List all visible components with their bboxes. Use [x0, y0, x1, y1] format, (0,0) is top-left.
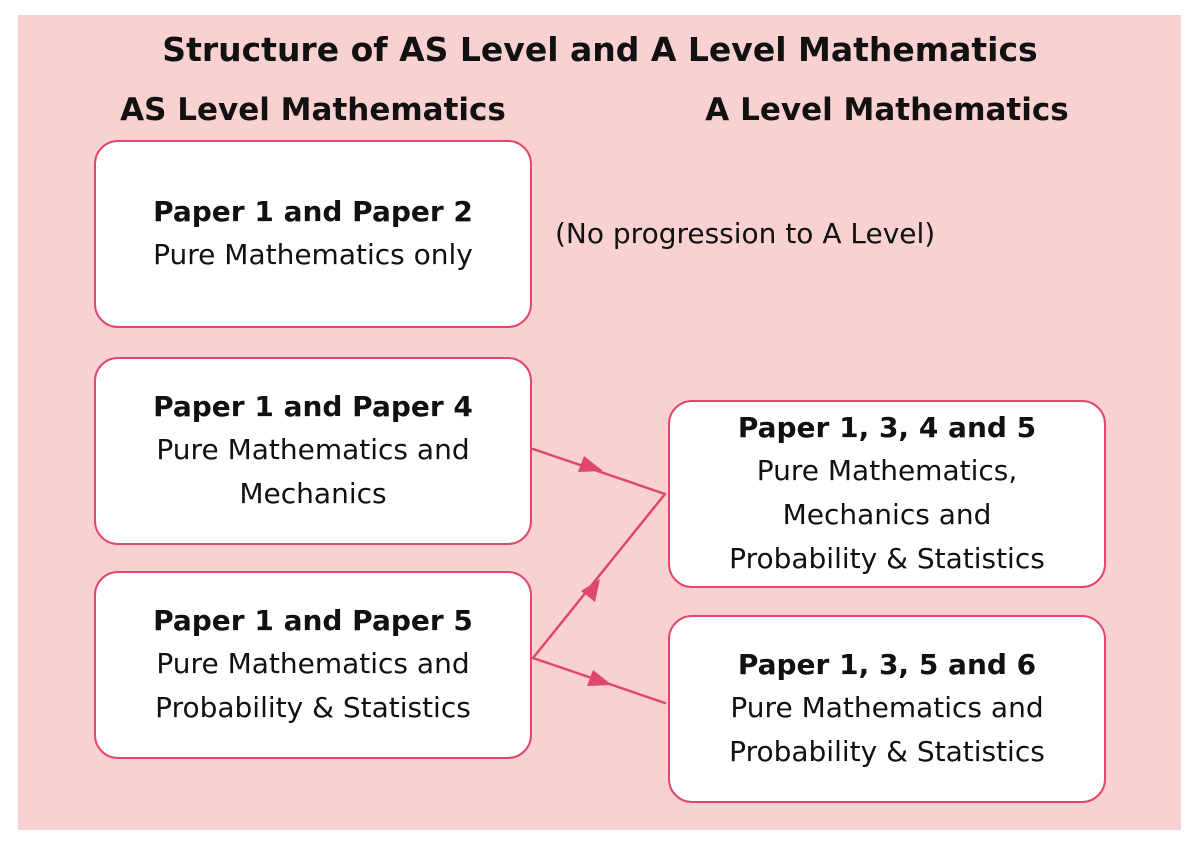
box-description: Pure Mathematics and Mechanics [156, 433, 470, 510]
box-description: Pure Mathematics and Probability & Statistics [155, 647, 471, 724]
a-box-paper-1-3-4-5 [668, 400, 1106, 588]
as-box-paper-1-4 [94, 357, 532, 545]
box-description: Pure Mathematics, Mechanics and Probability & Statistics [729, 454, 1045, 575]
a-level-heading: A Level Mathematics [705, 92, 1069, 128]
box-heading: Paper 1 and Paper 5 [153, 604, 473, 637]
box-heading: Paper 1, 3, 4 and 5 [737, 411, 1037, 444]
box-heading: Paper 1 and Paper 4 [153, 390, 473, 423]
no-progression-note: (No progression to A Level) [555, 217, 936, 250]
box-description: Pure Mathematics and Probability & Statistics [729, 691, 1045, 768]
as-box-paper-1-5 [94, 571, 532, 759]
box-heading: Paper 1, 3, 5 and 6 [737, 648, 1037, 681]
as-level-heading: AS Level Mathematics [120, 92, 506, 128]
box-heading: Paper 1 and Paper 2 [153, 195, 473, 228]
diagram-title: Structure of AS Level and A Level Mathematics [162, 30, 1038, 69]
as-box-paper-1-2 [94, 140, 532, 328]
box-description: Pure Mathematics only [153, 238, 473, 271]
a-box-paper-1-3-5-6 [668, 615, 1106, 803]
